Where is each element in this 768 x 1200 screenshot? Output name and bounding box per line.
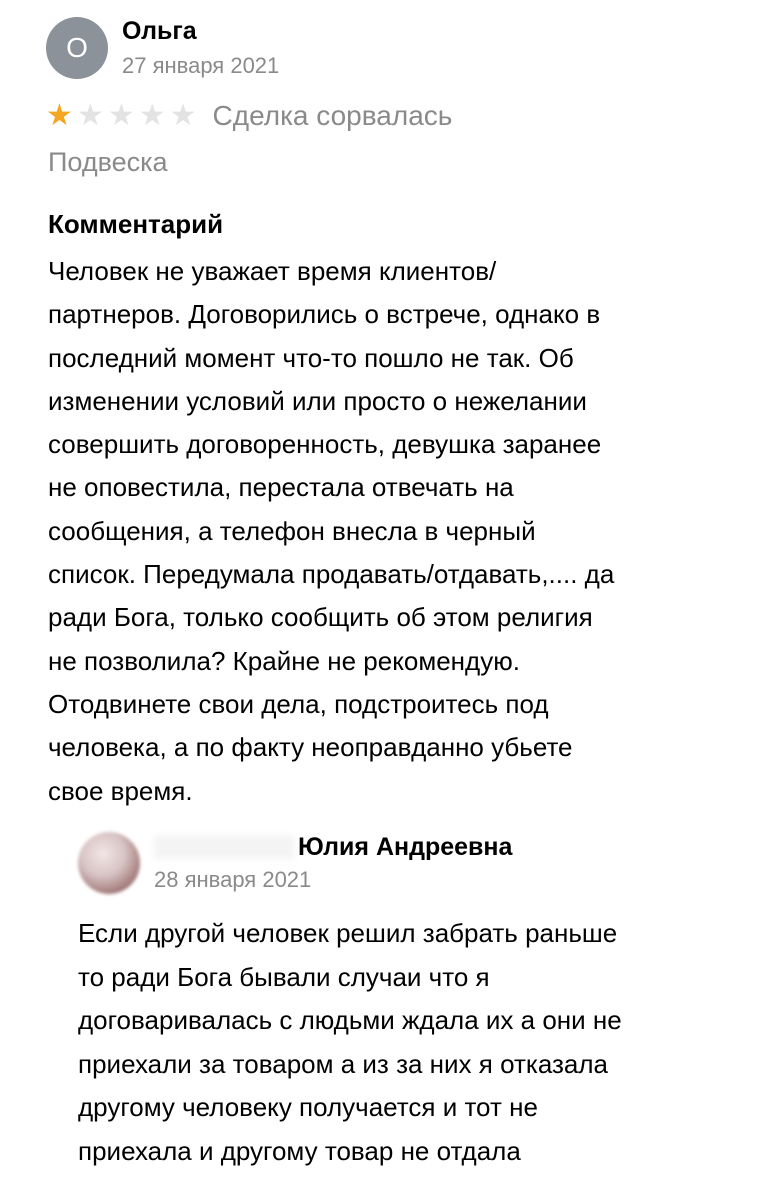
reply-name-line — [154, 832, 512, 862]
comment-text: Человек не уважает время клиентов/ партнеров. Договорились о встрече, однако в последний момент что-то пошло не так. Об изменении условий или просто о нежелании совершить договоренность, девушка заранее не оповестила, перестала отвечать на сообщения, а телефон внесла в черный список. Передумала продавать/отдавать,.... да ради Бога, только сообщить об этом религия не позволила? Крайне не рекомендую. Отодвинете свои дела, подстроитесь под человека, а по факту неоправданно убьете свое время. — [48, 256, 615, 806]
comment-heading: Комментарий — [48, 209, 224, 239]
avatar[interactable]: О — [46, 17, 108, 79]
star-empty-icon: ★ — [138, 98, 166, 133]
star-filled-icon: ★ — [46, 98, 73, 133]
item-category: Подвеска — [48, 147, 168, 177]
star-empty-icon: ★ — [76, 98, 104, 133]
star-rating — [46, 98, 201, 133]
rating-row — [46, 96, 452, 136]
review-date: 27 января 2021 — [122, 53, 280, 78]
review-author[interactable] — [46, 16, 279, 80]
reply-avatar[interactable] — [78, 832, 140, 894]
reply-date: 28 января 2021 — [154, 867, 312, 892]
star-empty-icon: ★ — [169, 98, 197, 133]
author-meta — [122, 16, 279, 80]
seller-reply — [78, 828, 758, 1173]
star-empty-icon: ★ — [107, 98, 135, 133]
reply-author-name[interactable]: Юлия Андреевна — [298, 833, 513, 861]
deal-status: Сделка сорвалась — [212, 100, 453, 131]
redacted-surname — [154, 835, 294, 859]
reply-text: Если другой человек решил забрать раньше то ради Бога бывали случаи что я договаривалась с людьми ждала их а они не приехали за товаром а из за них я отказала другому человеку получается и тот не приехала и другому товар не отдала — [78, 918, 622, 1166]
reply-meta — [154, 832, 512, 894]
author-name[interactable]: Ольга — [122, 17, 197, 45]
reply-author[interactable] — [78, 828, 758, 898]
